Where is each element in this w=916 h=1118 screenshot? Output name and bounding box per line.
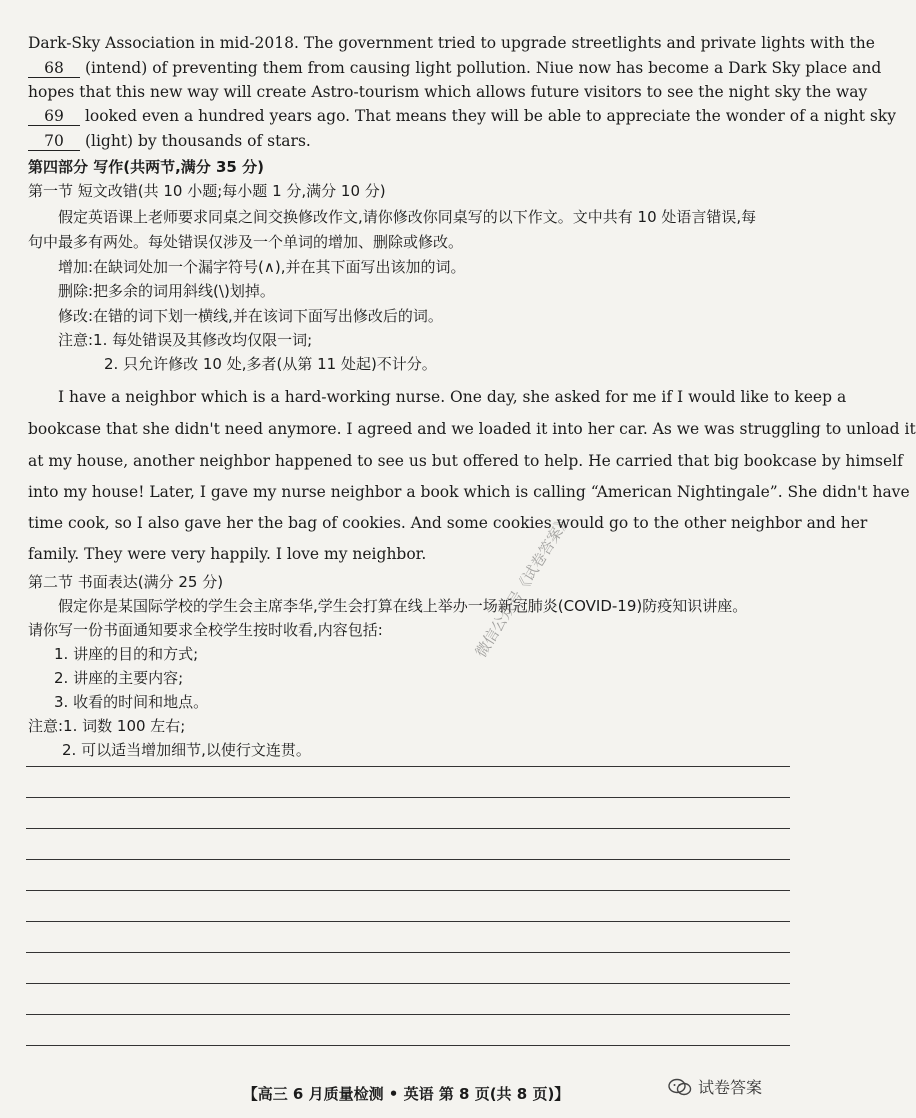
writing-line	[26, 890, 790, 891]
part4-heading: 第四部分 写作(共两节,满分 35 分)	[28, 158, 264, 176]
writing-line	[26, 921, 790, 922]
writing-line	[26, 828, 790, 829]
essay-line-5: time cook, so I also gave her the bag of cookies. And some cookies would go to the other neighbor and her	[28, 514, 868, 532]
task-item-3: 3. 收看的时间和地点。	[54, 693, 209, 711]
rule-delete: 删除:把多余的词用斜线(\)划掉。	[58, 282, 275, 300]
writing-line	[26, 1014, 790, 1015]
section1-heading: 第一节 短文改错(共 10 小题;每小题 1 分,满分 10 分)	[28, 182, 386, 200]
task-note-1: 注意:1. 词数 100 左右;	[28, 717, 186, 735]
task-note-2: 2. 可以适当增加细节,以使行文连贯。	[62, 741, 311, 759]
instruction-line-1: 假定英语课上老师要求同桌之间交换修改作文,请你修改你同桌写的以下作文。文中共有 10 处语言错误,每	[58, 208, 757, 226]
note-1: 注意:1. 每处错误及其修改均仅限一词;	[58, 331, 313, 349]
section2-heading: 第二节 书面表达(满分 25 分)	[28, 573, 224, 591]
passage-line-4	[28, 105, 897, 127]
instruction-line-2: 句中最多有两处。每处错误仅涉及一个单词的增加、删除或修改。	[28, 233, 464, 251]
passage-line-3: hopes that this new way will create Astro-tourism which allows future visitors to see the night sky the way	[28, 83, 868, 101]
task-line-1: 假定你是某国际学校的学生会主席李华,学生会打算在线上举办一场新冠肺炎(COVID-19)防疫知识讲座。	[58, 597, 748, 615]
passage-line-2	[28, 57, 882, 79]
essay-line-2: bookcase that she didn't need anymore. I agreed and we loaded it into her car. As we was struggling to unload it	[28, 420, 916, 438]
wechat-icon	[668, 1078, 692, 1096]
essay-line-3: at my house, another neighbor happened to see us but offered to help. He carried that big bookcase by himself	[28, 452, 903, 470]
passage-line-5	[28, 130, 792, 152]
task-item-1: 1. 讲座的目的和方式;	[54, 645, 199, 663]
passage-line-5-text: (light) by thousands of stars.	[84, 132, 311, 150]
passage-line-4-text: looked even a hundred years ago. That means they will be able to appreciate the wonder of a night sky	[84, 107, 897, 125]
page-footer: 【高三 6 月质量检测 • 英语 第 8 页(共 8 页)】	[242, 1085, 570, 1103]
rule-modify: 修改:在错的词下划一横线,并在该词下面写出修改后的词。	[58, 307, 443, 325]
task-line-2: 请你写一份书面通知要求全校学生按时收看,内容包括:	[28, 621, 383, 639]
blank-69: 69	[28, 107, 80, 126]
brand-name: 试卷答案	[698, 1078, 763, 1097]
essay-line-4: into my house! Later, I gave my nurse neighbor a book which is calling “American Nightingale”. She didn't have	[28, 483, 910, 501]
essay-line-6: family. They were very happily. I love my neighbor.	[28, 545, 427, 563]
passage-line-2-text: (intend) of preventing them from causing light pollution. Niue now has become a Dark Sky place and	[84, 59, 882, 77]
blank-68: 68	[28, 59, 80, 78]
writing-line	[26, 1045, 790, 1046]
task-item-2: 2. 讲座的主要内容;	[54, 669, 184, 687]
rule-add: 增加:在缺词处加一个漏字符号(∧),并在其下面写出该加的词。	[58, 258, 466, 276]
brand-mark	[668, 1075, 762, 1098]
writing-line	[26, 983, 790, 984]
writing-line	[26, 766, 790, 767]
writing-line	[26, 952, 790, 953]
watermark: 微信公众号《试卷答案》	[471, 511, 575, 661]
writing-line	[26, 859, 790, 860]
essay-line-1: I have a neighbor which is a hard-working nurse. One day, she asked for me if I would like to keep a	[58, 388, 847, 406]
blank-70: 70	[28, 132, 80, 151]
writing-line	[26, 797, 790, 798]
passage-line-1: Dark-Sky Association in mid-2018. The government tried to upgrade streetlights and private lights with the	[28, 34, 875, 52]
note-2: 2. 只允许修改 10 处,多者(从第 11 处起)不计分。	[104, 355, 437, 373]
